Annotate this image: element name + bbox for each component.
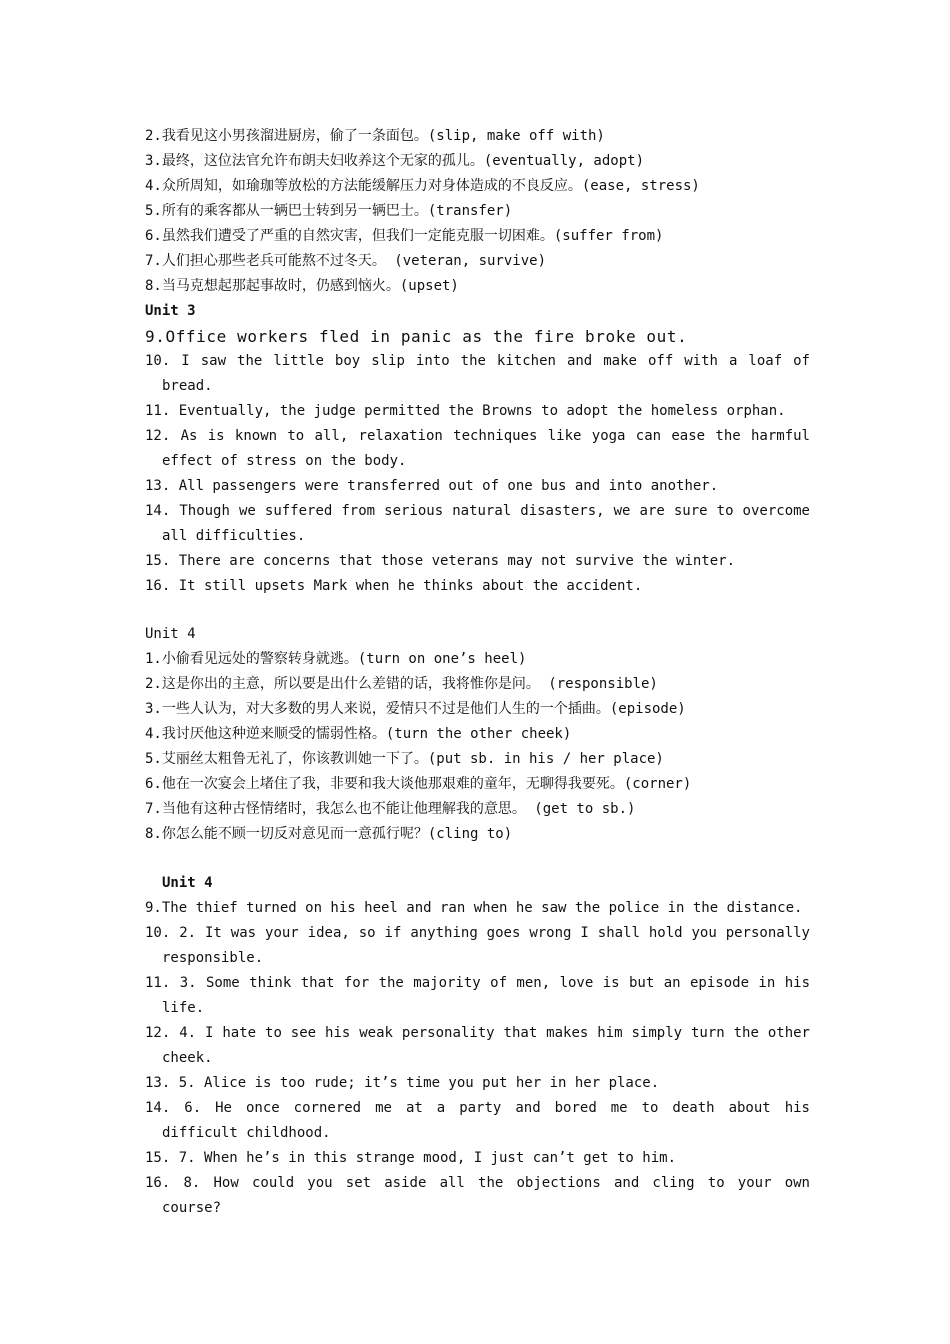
- sentence-cn: 3.一些人认为，对大多数的男人来说，爱情只不过是他们人生的一个插曲。(episode): [145, 701, 686, 717]
- sentence-en: 11. 3. Some think that for the majority of men, love is but an episode in his life.: [145, 975, 810, 1016]
- sentence-en: 9.Office workers fled in panic as the fire broke out.: [145, 327, 688, 346]
- sentence-en: 14. Though we suffered from serious natural disasters, we are sure to overcome all difficulties.: [145, 503, 810, 544]
- english-translations-unit3: [145, 299, 810, 599]
- sentence-cn: 2.这是你出的主意，所以要是出什么差错的话，我将惟你是问。 (responsible): [145, 676, 658, 692]
- section-heading: Unit 4: [145, 626, 196, 642]
- sentence-cn: 8.当马克想起那起事故时，仍感到恼火。(upset): [145, 278, 459, 294]
- sentence-cn: 7.人们担心那些老兵可能熬不过冬天。 (veteran, survive): [145, 253, 547, 269]
- sentence-cn: 4.我讨厌他这种逆来顺受的懦弱性格。(turn the other cheek): [145, 726, 572, 742]
- english-translations-unit4: [145, 871, 810, 1221]
- sentence-cn: 6.虽然我们遭受了严重的自然灾害，但我们一定能克服一切困难。(suffer from): [145, 228, 664, 244]
- sentence-cn: 6.他在一次宴会上堵住了我，非要和我大谈他那艰难的童年，无聊得我要死。(corner): [145, 776, 692, 792]
- chinese-sentences-unit4: [145, 622, 810, 847]
- sentence-en: 13. All passengers were transferred out of one bus and into another.: [145, 478, 719, 494]
- sentence-cn: 5.艾丽丝太粗鲁无礼了，你该教训她一下了。(put sb. in his / her place): [145, 751, 664, 767]
- chinese-sentences-unit3: [145, 124, 810, 299]
- sentence-en: 16. 8. How could you set aside all the objections and cling to your own course?: [145, 1175, 810, 1216]
- section-heading: Unit 3: [145, 303, 196, 319]
- sentence-cn: 7.当他有这种古怪情绪时，我怎么也不能让他理解我的意思。 (get to sb.): [145, 801, 636, 817]
- sentence-en: 15. There are concerns that those veterans may not survive the winter.: [145, 553, 736, 569]
- sentence-cn: 2.我看见这小男孩溜进厨房，偷了一条面包。(slip, make off with): [145, 128, 605, 144]
- sentence-cn: 1.小偷看见远处的警察转身就逃。(turn on one’s heel): [145, 651, 527, 667]
- sentence-en: 10. I saw the little boy slip into the kitchen and make off with a loaf of bread.: [145, 353, 810, 394]
- sentence-cn: 4.众所周知，如瑜珈等放松的方法能缓解压力对身体造成的不良反应。(ease, stress): [145, 178, 700, 194]
- sentence-en: 13. 5. Alice is too rude; it’s time you put her in her place.: [145, 1075, 660, 1091]
- sentence-en: 15. 7. When he’s in this strange mood, I just can’t get to him.: [145, 1150, 677, 1166]
- sentence-cn: 3.最终，这位法官允许布朗夫妇收养这个无家的孤儿。(eventually, adopt): [145, 153, 645, 169]
- sentence-en: 12. 4. I hate to see his weak personality that makes him simply turn the other cheek.: [145, 1025, 810, 1066]
- sentence-en: 12. As is known to all, relaxation techniques like yoga can ease the harmful effect of stress on the body.: [145, 428, 810, 469]
- sentence-en: 16. It still upsets Mark when he thinks about the accident.: [145, 578, 643, 594]
- sentence-en: 14. 6. He once cornered me at a party and bored me to death about his difficult childhood.: [145, 1100, 810, 1141]
- sentence-en: 11. Eventually, the judge permitted the Browns to adopt the homeless orphan.: [145, 403, 786, 419]
- sentence-cn: 8.你怎么能不顾一切反对意见而一意孤行呢？(cling to): [145, 826, 513, 842]
- sentence-en: 10. 2. It was your idea, so if anything goes wrong I shall hold you personally responsible.: [145, 925, 810, 966]
- section-heading: Unit 4: [162, 875, 213, 891]
- sentence-en: 9.The thief turned on his heel and ran when he saw the police in the distance.: [145, 900, 803, 916]
- sentence-cn: 5.所有的乘客都从一辆巴士转到另一辆巴士。(transfer): [145, 203, 513, 219]
